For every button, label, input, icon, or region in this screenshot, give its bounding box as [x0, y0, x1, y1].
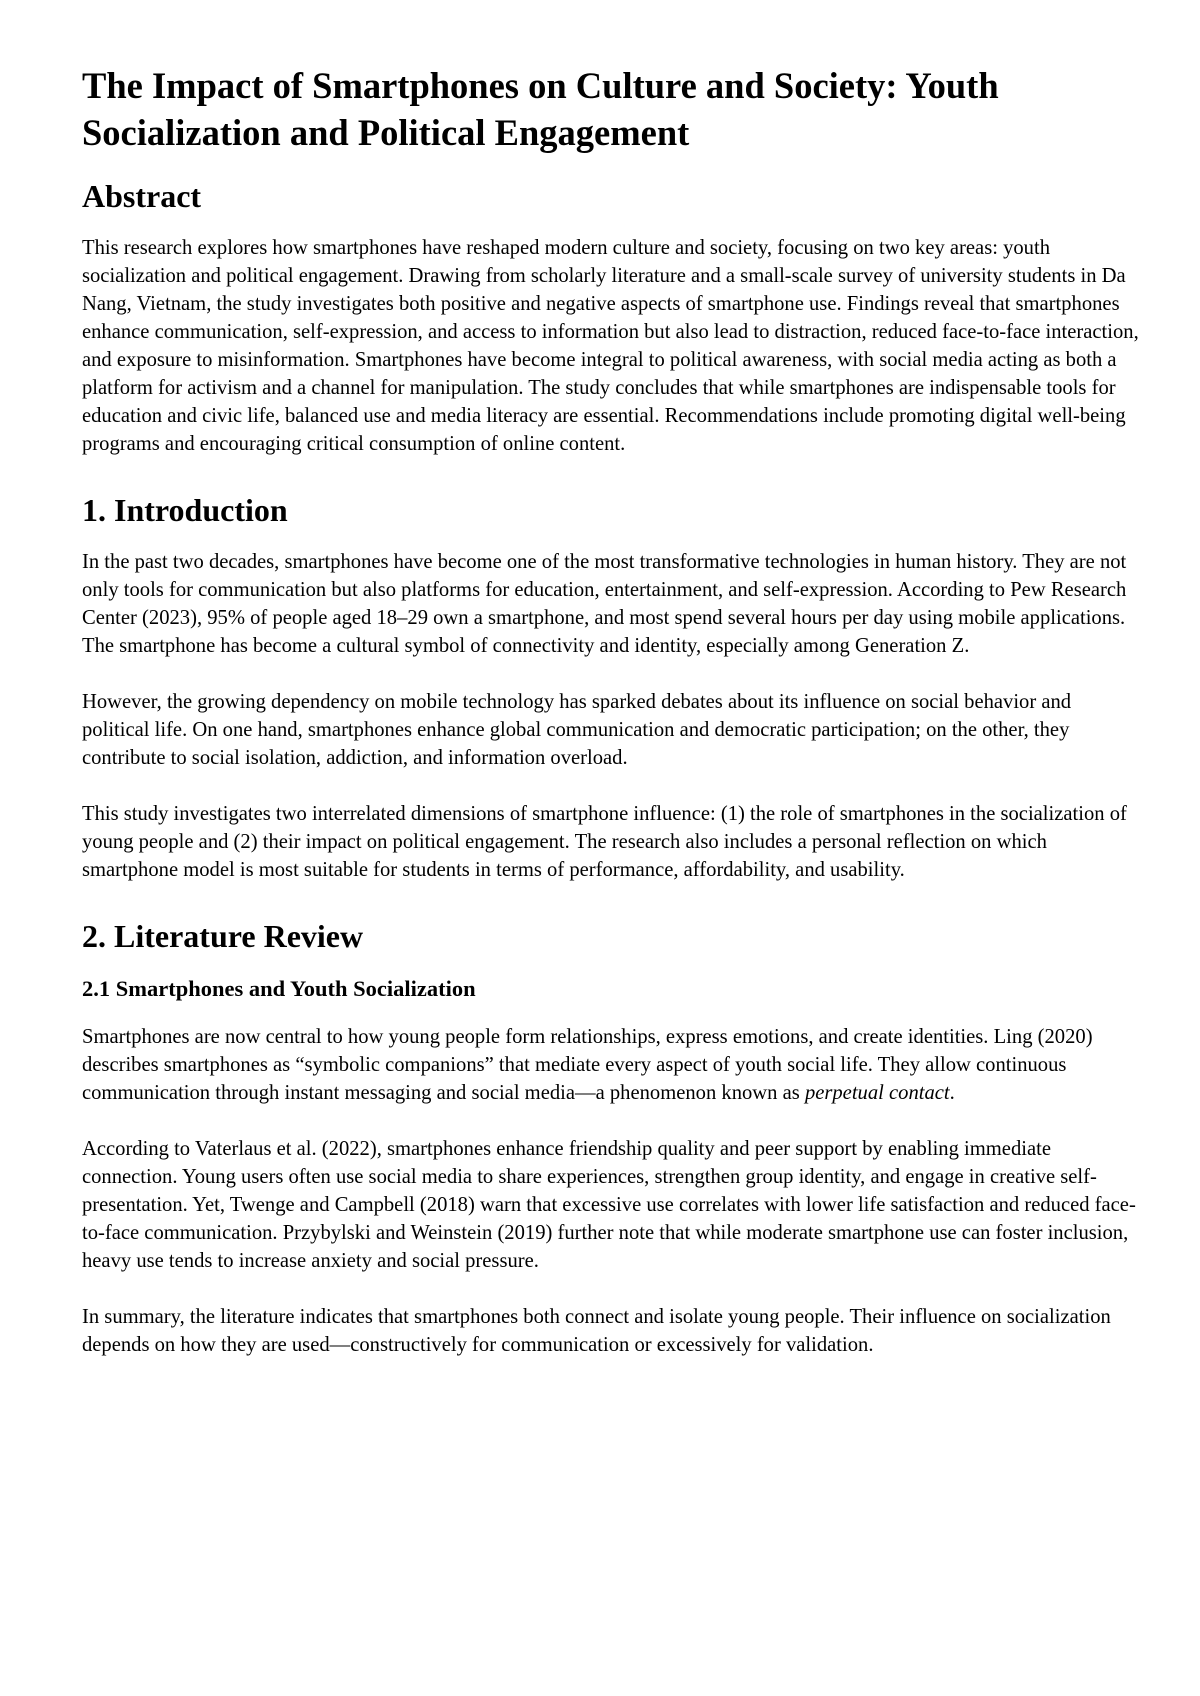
- literature-paragraph-2: According to Vaterlaus et al. (2022), smartphones enhance friendship quality and peer support by enabling immediate connection. Young users often use social media to share experiences, strengthen group identity, and engage in creative self-presentation. Yet, Twenge and Campbell (2018) warn that excessive use correlates with lower life satisfaction and reduced face-to-face communication. Przybylski and Weinstein (2019) further note that while moderate smartphone use can foster inclusion, heavy use tends to increase anxiety and social pressure.: [82, 1138, 1136, 1272]
- introduction-section: [82, 490, 1142, 884]
- document-title: The Impact of Smartphones on Culture and Society: Youth Socialization and Political Engagement: [82, 65, 999, 153]
- abstract-section: [82, 176, 1142, 458]
- introduction-paragraph-3: This study investigates two interrelated dimensions of smartphone influence: (1) the role of smartphones in the socialization of young people and (2) their impact on political engagement. The research also includes a personal reflection on which smartphone model is most suitable for students in terms of performance, affordability, and usability.: [82, 803, 1127, 881]
- perpetual-contact-term: perpetual contact: [804, 1082, 950, 1104]
- subsection-heading-youth-socialization: 2.1 Smartphones and Youth Socialization: [82, 976, 476, 1001]
- literature-review-heading: 2. Literature Review: [82, 918, 364, 954]
- literature-paragraph-3: In summary, the literature indicates that smartphones both connect and isolate young people. Their influence on socialization depends on how they are used—constructively for communication or excessively for validation.: [82, 1306, 1111, 1356]
- literature-paragraph-1-text: Smartphones are now central to how young people form relationships, express emotions, and create identities. Ling (2020) describes smartphones as “symbolic companions” that mediate every aspect of youth social life. They allow continuous communication through instant messaging and social media—a phenomenon known as: [82, 1026, 1093, 1104]
- literature-paragraph-1: [82, 1023, 1142, 1107]
- introduction-heading: 1. Introduction: [82, 492, 288, 528]
- document-page: [82, 62, 1142, 1359]
- abstract-text: This research explores how smartphones have reshaped modern culture and society, focusing on two key areas: youth socialization and political engagement. Drawing from scholarly literature and a small-scale survey of university students in Da Nang, Vietnam, the study investigates both positive and negative aspects of smartphone use. Findings reveal that smartphones enhance communication, self-expression, and access to information but also lead to distraction, reduced face-to-face interaction, and exposure to misinformation. Smartphones have become integral to political awareness, with social media acting as both a platform for activism and a channel for manipulation. The study concludes that while smartphones are indispensable tools for education and civic life, balanced use and media literacy are essential. Recommendations include promoting digital well-being programs and encouraging critical consumption of online content.: [82, 237, 1139, 455]
- abstract-heading: Abstract: [82, 178, 202, 214]
- literature-review-section: [82, 916, 1142, 1359]
- literature-paragraph-1-end: .: [949, 1082, 955, 1104]
- introduction-paragraph-2: However, the growing dependency on mobile technology has sparked debates about its influence on social behavior and political life. On one hand, smartphones enhance global communication and democratic participation; on the other, they contribute to social isolation, addiction, and information overload.: [82, 691, 1072, 769]
- introduction-paragraph-1: In the past two decades, smartphones have become one of the most transformative technologies in human history. They are not only tools for communication but also platforms for education, entertainment, and self-expression. According to Pew Research Center (2023), 95% of people aged 18–29 own a smartphone, and most spend several hours per day using mobile applications. The smartphone has become a cultural symbol of connectivity and identity, especially among Generation Z.: [82, 551, 1127, 657]
